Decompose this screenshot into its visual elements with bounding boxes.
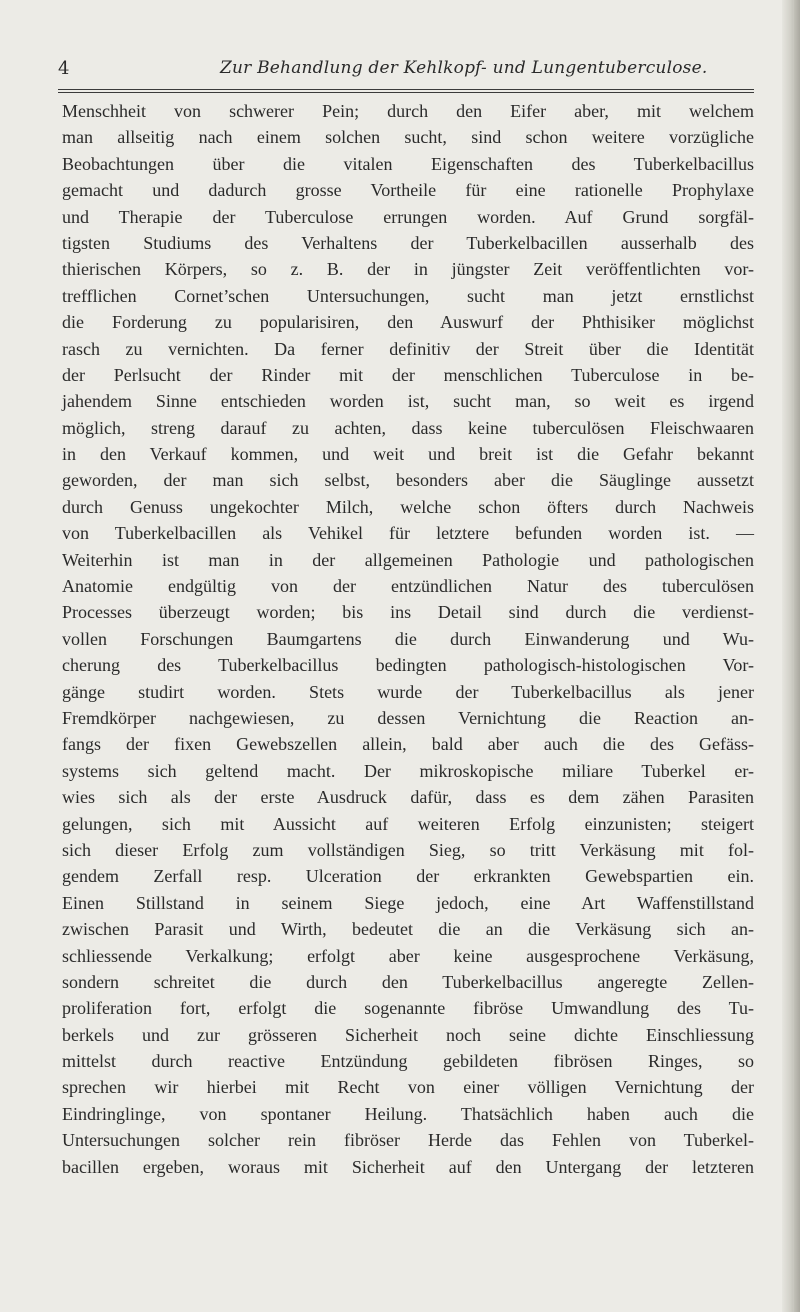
body-text: [62, 98, 754, 1180]
text-line: rasch zu vernichten. Da ferner definitiv der Streit über die Identität: [62, 338, 754, 359]
text-line: gänge studirt worden. Stets wurde der Tuberkelbacillus als jener: [62, 681, 754, 702]
page-edge-shadow: [782, 0, 800, 1312]
page-header: [58, 52, 758, 82]
running-title: Zur Behandlung der Kehlkopf- und Lungentuberculose.: [220, 58, 708, 78]
text-line: trefflichen Cornet’schen Untersuchungen, sucht man jetzt ernstlichst: [62, 285, 754, 306]
text-line: der Perlsucht der Rinder mit der menschlichen Tuberculose in be-: [62, 364, 754, 385]
text-line: Processes überzeugt worden; bis ins Detail sind durch die verdienst-: [62, 602, 754, 623]
text-line: sondern schreitet die durch den Tuberkelbacillus angeregte Zellen-: [62, 971, 754, 992]
page-number: 4: [58, 58, 70, 79]
text-line: gemacht und dadurch grosse Vortheile für eine rationelle Prophylaxe: [62, 180, 754, 201]
text-line: schliessende Verkalkung; erfolgt aber keine ausgesprochene Verkäsung,: [62, 945, 754, 966]
text-line: man allseitig nach einem solchen sucht, sind schon weitere vorzügliche: [62, 127, 754, 148]
text-line: berkels und zur grösseren Sicherheit noch seine dichte Einschliessung: [62, 1024, 754, 1045]
text-line: gelungen, sich mit Aussicht auf weiteren Erfolg einzunisten; steigert: [62, 813, 754, 834]
text-line: bacillen ergeben, woraus mit Sicherheit auf den Untergang der letzteren: [62, 1156, 754, 1177]
text-line: und Therapie der Tuberculose errungen worden. Auf Grund sorgfäl-: [62, 206, 754, 227]
text-line: Anatomie endgültig von der entzündlichen Natur des tuberculösen: [62, 576, 754, 597]
text-line: sprechen wir hierbei mit Recht von einer völligen Vernichtung der: [62, 1077, 754, 1098]
text-line: jahendem Sinne entschieden worden ist, sucht man, so weit es irgend: [62, 391, 754, 412]
text-line: wies sich als der erste Ausdruck dafür, dass es dem zähen Parasiten: [62, 787, 754, 808]
text-line: Untersuchungen solcher rein fibröser Herde das Fehlen von Tuberkel-: [62, 1130, 754, 1151]
text-line: möglich, streng darauf zu achten, dass keine tuberculösen Fleischwaaren: [62, 417, 754, 438]
text-line: gendem Zerfall resp. Ulceration der erkrankten Gewebspartien ein.: [62, 866, 754, 887]
text-line: Beobachtungen über die vitalen Eigenschaften des Tuberkelbacillus: [62, 153, 754, 174]
text-line: vollen Forschungen Baumgartens die durch Einwanderung und Wu-: [62, 628, 754, 649]
text-line: cherung des Tuberkelbacillus bedingten pathologisch-histologischen Vor-: [62, 655, 754, 676]
text-line: von Tuberkelbacillen als Vehikel für letztere befunden worden ist. —: [62, 523, 754, 544]
text-line: mittelst durch reactive Entzündung gebildeten fibrösen Ringes, so: [62, 1051, 754, 1072]
text-line: Einen Stillstand in seinem Siege jedoch, eine Art Waffenstillstand: [62, 892, 754, 913]
header-rule-top: [58, 89, 754, 90]
text-line: proliferation fort, erfolgt die sogenannte fibröse Umwandlung des Tu-: [62, 998, 754, 1019]
text-line: in den Verkauf kommen, und weit und breit ist die Gefahr bekannt: [62, 444, 754, 465]
text-line: die Forderung zu popularisiren, den Auswurf der Phthisiker möglichst: [62, 312, 754, 333]
header-rule-bottom: [58, 92, 754, 93]
text-line: Weiterhin ist man in der allgemeinen Pathologie und pathologischen: [62, 549, 754, 570]
text-line: Eindringlinge, von spontaner Heilung. Thatsächlich haben auch die: [62, 1103, 754, 1124]
page-edge-line: [792, 0, 794, 1312]
text-line: tigsten Studiums des Verhaltens der Tuberkelbacillen ausserhalb des: [62, 232, 754, 253]
text-line: durch Genuss ungekochter Milch, welche schon öfters durch Nachweis: [62, 496, 754, 517]
text-line: zwischen Parasit und Wirth, bedeutet die an die Verkäsung sich an-: [62, 919, 754, 940]
text-line: geworden, der man sich selbst, besonders aber die Säuglinge aussetzt: [62, 470, 754, 491]
text-line: systems sich geltend macht. Der mikroskopische miliare Tuberkel er-: [62, 760, 754, 781]
text-line: Fremdkörper nachgewiesen, zu dessen Vernichtung die Reaction an-: [62, 707, 754, 728]
text-line: Menschheit von schwerer Pein; durch den Eifer aber, mit welchem: [62, 101, 754, 121]
text-line: sich dieser Erfolg zum vollständigen Sieg, so tritt Verkäsung mit fol-: [62, 839, 754, 860]
text-line: thierischen Körpers, so z. B. der in jüngster Zeit veröffentlichten vor-: [62, 259, 754, 280]
text-line: fangs der fixen Gewebszellen allein, bald aber auch die des Gefäss-: [62, 734, 754, 755]
